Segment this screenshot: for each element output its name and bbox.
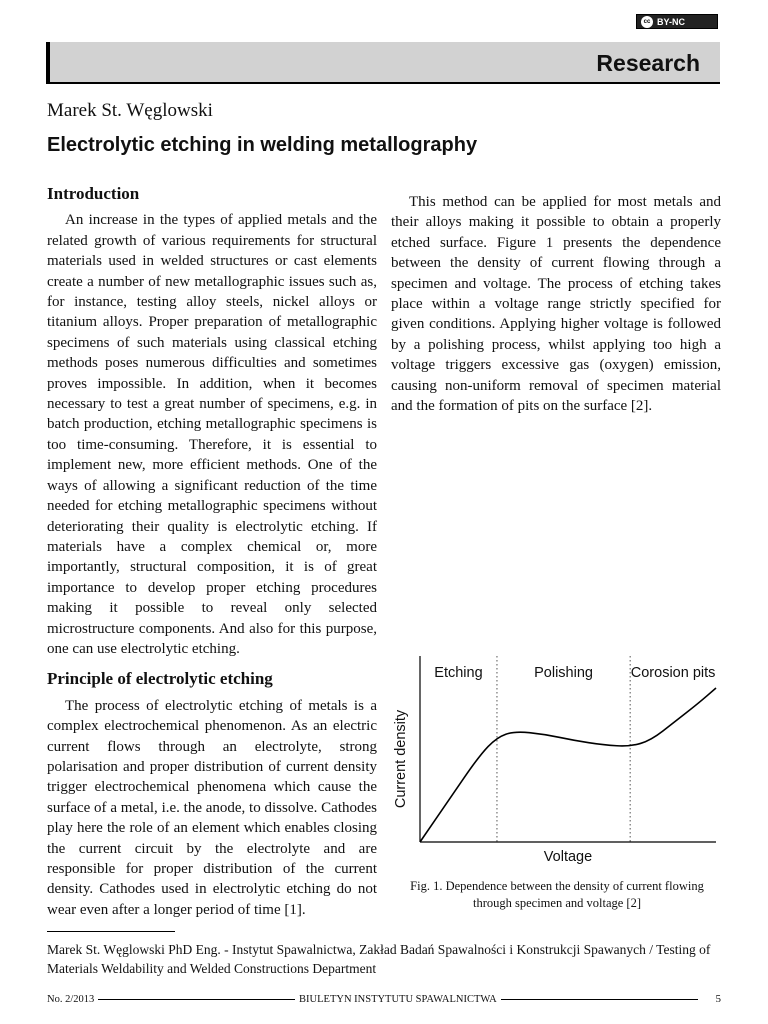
x-axis-label: Voltage (543, 849, 593, 865)
heading-principle: Principle of electrolytic etching (47, 669, 273, 689)
column-left (47, 184, 377, 920)
article-title: Electrolytic etching in welding metallography (47, 134, 478, 156)
section-header-band (46, 42, 720, 84)
footer-rule-left (98, 999, 295, 1000)
creative-commons-icon: cc (641, 16, 653, 28)
section-label: Research (596, 50, 700, 76)
article-author: Marek St. Węglowski (47, 100, 213, 121)
paragraph-method: This method can be applied for most metals and their alloys making it possible to obtain a properly etched surface. Figure 1 presents the dependence between the density of current flowing through a specimen and voltage. The process of etching takes place within a voltage range strictly specified for given conditions. Applying higher voltage is followed by a polishing process, whilst applying too high a voltage triggers excessive gas (oxygen) emission, causing non-uniform removal of specimen material and the formation of pits on the surface [2]. (391, 194, 721, 415)
paragraph-intro: An increase in the types of applied metals and the related growth of various requirements for structural materials used in welded structures or cast elements create a number of new metallographic issues such as, for instance, testing alloy steels, nickel alloys or titanium alloys. Proper preparation of metallographic specimens of such materials using classical etching methods poses numerous difficulties and sometimes proves impossible. In addition, when it becomes necessary to test a great number of specimens, e.g. in batch production, etching metallographic specimens is too time-consuming. Therefore, it is essential to implement new, more efficient methods. One of the ways of allowing a significant reduction of the time needed for etching metallographic specimens without deteriorating their quality is electrolytic etching. If materials have a complex chemical or, more importantly, structural composition, it is of great importance to develop proper etching procedures making it possible to reveal only selected microstructure components. And also for this purpose, one can use electrolytic etching. (47, 212, 377, 657)
region-label-1: Etching (434, 665, 483, 681)
author-footnote: Marek St. Węglowski PhD Eng. - Instytut Spawalnictwa, Zakład Badań Spawalności i Konstrukcji Spawanych / Testing of Materials Weldability and Welded Constructions Department (47, 942, 711, 976)
footer-journal: BIULETYN INSTYTUTU SPAWALNICTWA (299, 993, 497, 1005)
figure-current-voltage-chart (390, 648, 722, 872)
paragraph-principle: The process of electrolytic etching of metals is a complex electrochemical phenomenon. As an electric current flows through an electrolyte, strong polarisation and proper distribution of current density trigger electrochemical phenomena which cause the surface of a metal, i.e. the anode, to dissolve. Cathodes play here the role of an element which enables closing the current circuit by the electrolyte and are responsible for proper distribution of the current density. Cathodes used in electrolytic etching do not wear even after a longer period of time [1]. (47, 697, 377, 918)
license-badge (636, 14, 718, 29)
heading-introduction: Introduction (47, 184, 140, 203)
region-label-2: Polishing (534, 665, 593, 681)
license-text: BY-NC (657, 16, 686, 27)
y-axis-label: Current density (393, 709, 409, 809)
footer-issue: No. 2/2013 (47, 993, 95, 1005)
region-label-3: Corosion pits (630, 665, 716, 681)
footer-rule-right (501, 999, 698, 1000)
column-right (391, 192, 721, 416)
current-density-curve (420, 688, 716, 842)
figure-caption: Fig. 1. Dependence between the density of current flowing through specimen and voltage [2] (410, 879, 704, 910)
footer-page-number: 5 (715, 993, 721, 1005)
footnote-rule (47, 931, 175, 932)
page-footer (47, 992, 721, 1006)
